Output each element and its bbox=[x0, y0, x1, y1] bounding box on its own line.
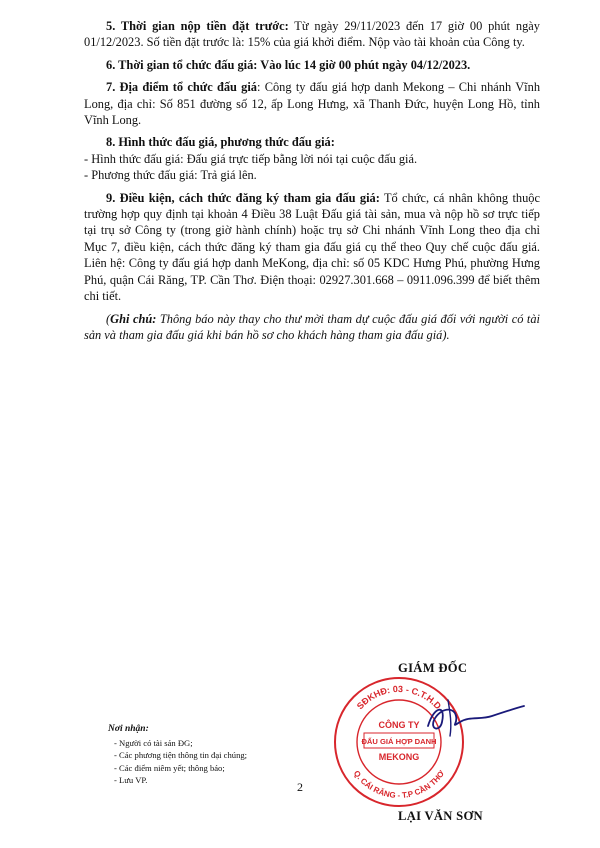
section-5-text: Từ ngày 29/11/2023 đến 17 giờ 00 phút ngày 01/12/2023. Số tiền đặt trước là: 15% của giá khởi điểm. Nộp vào tài khoản của Công ty. bbox=[84, 19, 540, 50]
section-6 bbox=[84, 57, 540, 73]
section-5 bbox=[84, 18, 540, 51]
section-8-heading: 8. Hình thức đấu giá, phương thức đấu giá: bbox=[106, 135, 335, 150]
section-8 bbox=[84, 134, 540, 183]
section-8-bullet-2: - Phương thức đấu giá: Trả giá lên. bbox=[84, 168, 257, 183]
section-7-text: : Công ty đấu giá hợp danh Mekong – Chi nhánh Vĩnh Long, địa chỉ: Số 851 đường số 12, ấp Long Hưng, xã Thanh Đức, huyện Long Hồ, tỉnh Vĩnh Long. bbox=[84, 80, 541, 128]
document-body bbox=[84, 18, 540, 343]
recipient-item: - Các phương tiện thông tin đại chúng; bbox=[114, 750, 248, 761]
section-7 bbox=[84, 79, 540, 128]
handwritten-signature bbox=[420, 686, 530, 746]
signer-name: LẠI VĂN SƠN bbox=[398, 809, 483, 823]
stamp-ring-text: SĐKHĐ: 03 - C.T.H.D bbox=[354, 683, 444, 712]
recipient-item: - Lưu VP. bbox=[114, 774, 148, 785]
stamp-line-2: ĐẤU GIÁ HỢP DANH bbox=[361, 737, 437, 746]
stamp-line-1: CÔNG TY bbox=[378, 720, 420, 730]
page-number: 2 bbox=[297, 780, 303, 794]
note-label: Ghi chú: bbox=[110, 311, 157, 326]
recipient-item: - Các điểm niêm yết; thông báo; bbox=[114, 762, 225, 773]
stamp-ring-bottom: Q. CÁI RĂNG - T.P CẦN THƠ bbox=[351, 768, 447, 801]
section-8-bullet-1: - Hình thức đấu giá: Đấu giá trực tiếp bằng lời nói tại cuộc đấu giá. bbox=[84, 151, 418, 166]
section-5-heading: 5. Thời gian nộp tiền đặt trước: bbox=[106, 19, 289, 33]
note-open-paren: ( bbox=[106, 311, 111, 326]
section-9-heading: 9. Điều kiện, cách thức đăng ký tham gia đấu giá: bbox=[106, 190, 380, 205]
stamp-line-3: MEKONG bbox=[378, 752, 420, 762]
recipients-title: Nơi nhận: bbox=[108, 724, 149, 734]
signer-title: GIÁM ĐỐC bbox=[398, 661, 468, 675]
section-9-text: Tổ chức, cá nhân không thuộc trường hợp quy định tại khoản 4 Điều 38 Luật Đấu giá tài sản, mua và nộp hồ sơ trực tiếp tại trụ sở Công ty (trong giờ hành chính) hoặc trụ sở Chi nhánh Vĩnh Long theo địa chỉ Mục 7, điều kiện, cách thức đăng ký tham gia đấu giá cụ thể theo Quy chế cuộc đấu giá. Liên hệ: Công ty đấu giá hợp danh MeKong, địa chỉ: số 05 KDC Hưng Phú, phường Hưng Phú, quận Cái Răng, TP. Cần Thơ. Điện thoại: 02927.301.668 – 0911.096.399 để biết thêm chi tiết. bbox=[84, 190, 540, 304]
section-6-heading: 6. Thời gian tổ chức đấu giá bbox=[106, 57, 254, 72]
note-text: Thông báo này thay cho thư mời tham dự cuộc đấu giá đối với người có tài sản và tham gia đấu giá khi bán hồ sơ cho khách hàng tham gia đấu giá). bbox=[84, 311, 540, 342]
section-6-text: : Vào lúc 14 giờ 00 phút ngày 04/12/2023. bbox=[253, 57, 471, 72]
note-paragraph bbox=[84, 311, 540, 344]
recipient-item: - Người có tài sản ĐG; bbox=[114, 738, 193, 749]
recipients-block bbox=[108, 723, 247, 786]
section-7-heading: 7. Địa điểm tổ chức đấu giá bbox=[106, 80, 258, 95]
section-9 bbox=[84, 190, 540, 305]
